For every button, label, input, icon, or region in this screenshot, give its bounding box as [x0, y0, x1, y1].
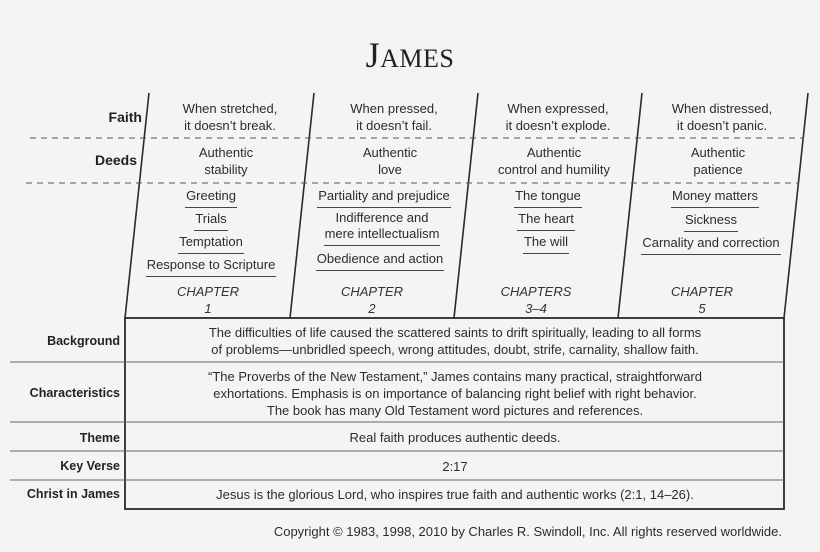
deeds-line: Authentic	[362, 145, 418, 160]
chapter-label-5	[632, 283, 772, 317]
topic-temptation: Temptation	[138, 234, 284, 254]
chapter-text: CHAPTERS	[500, 284, 572, 299]
title-initial: J	[365, 35, 381, 75]
topic-tongue: The tongue	[478, 188, 618, 208]
faith-line: When expressed,	[507, 101, 609, 116]
topic-obedience: Obedience and action	[300, 251, 460, 271]
chapter-number: 2	[368, 301, 376, 316]
text-line: of problems—unbridled speech, wrong attitudes, doubt, strife, carnality, shallow faith.	[211, 342, 699, 357]
table-label-theme: Theme	[79, 431, 120, 445]
deeds-line: patience	[693, 162, 743, 177]
topic-carnality: Carnality and correction	[626, 235, 796, 255]
faith-cell-2	[312, 100, 476, 134]
faith-cell-4	[640, 100, 804, 134]
faith-line: When stretched,	[182, 101, 278, 116]
table-value-background	[126, 324, 784, 358]
topic-trials: Trials	[138, 211, 284, 231]
text-line: The book has many Old Testament word pictures and references.	[266, 403, 644, 418]
faith-line: it doesn’t fail.	[356, 118, 432, 133]
text-line: The difficulties of life caused the scattered saints to drift spiritually, leading to all forms	[208, 325, 702, 340]
chapter-text: CHAPTER	[670, 284, 734, 299]
topic-sickness: Sickness	[626, 212, 796, 232]
text-line: Jesus is the glorious Lord, who inspires true faith and authentic works (2:1, 14–26).	[216, 487, 694, 502]
chapter-text: CHAPTER	[176, 284, 240, 299]
chapter-text: CHAPTER	[340, 284, 404, 299]
table-label-background: Background	[47, 334, 120, 348]
text-line: exhortations. Emphasis is on importance of balancing right belief with right behavior.	[213, 386, 697, 401]
table-label-characteristics: Characteristics	[29, 386, 120, 400]
topic-will: The will	[476, 234, 616, 254]
deeds-cell-1	[146, 144, 306, 178]
chapter-label-1	[138, 283, 278, 317]
deeds-line: Authentic	[690, 145, 746, 160]
table-label-christ-in-james: Christ in James	[26, 487, 120, 501]
topic-heart: The heart	[476, 211, 616, 231]
deeds-cell-2	[308, 144, 472, 178]
chapter-number: 5	[698, 301, 706, 316]
topic-indifference: Indifference and mere intellectualism	[302, 210, 462, 246]
row-label-faith: Faith	[108, 109, 142, 125]
faith-line: it doesn’t explode.	[505, 118, 611, 133]
faith-line: it doesn’t panic.	[676, 118, 768, 133]
chapter-label-2	[302, 283, 442, 317]
topic-greeting: Greeting	[138, 188, 284, 208]
deeds-line: control and humility	[498, 162, 610, 177]
text-line: 2:17	[442, 459, 468, 474]
row-label-deeds: Deeds	[94, 152, 137, 168]
chapter-number: 1	[204, 301, 212, 316]
copyright-notice: Copyright © 1983, 1998, 2010 by Charles R. Swindoll, Inc. All rights reserved worldwide.	[273, 524, 782, 539]
table-value-characteristics	[126, 368, 784, 419]
text-line: “The Proverbs of the New Testament,” James contains many practical, straightforward	[208, 369, 702, 384]
text-line: Real faith produces authentic deeds.	[349, 430, 561, 445]
deeds-cell-4	[636, 144, 800, 178]
title-rest: AMES	[380, 44, 455, 73]
deeds-line: Authentic	[526, 145, 582, 160]
faith-line: it doesn’t break.	[184, 118, 276, 133]
topic-money-matters: Money matters	[630, 188, 800, 208]
topic-response-to-scripture: Response to Scripture	[138, 257, 284, 277]
deeds-line: Authentic	[198, 145, 254, 160]
faith-cell-3	[476, 100, 640, 134]
deeds-line: love	[378, 162, 402, 177]
table-label-key-verse: Key Verse	[60, 459, 120, 473]
chapter-label-3-4	[466, 283, 606, 317]
faith-line: When pressed,	[350, 101, 438, 116]
faith-line: When distressed,	[671, 101, 773, 116]
table-value-theme	[126, 429, 784, 446]
topic-partiality: Partiality and prejudice	[304, 188, 464, 208]
table-value-key-verse	[126, 458, 784, 475]
deeds-line: stability	[204, 162, 248, 177]
table-value-christ-in-james	[126, 486, 784, 503]
chapter-number: 3–4	[525, 301, 547, 316]
deeds-cell-3	[472, 144, 636, 178]
faith-cell-1	[150, 100, 310, 134]
